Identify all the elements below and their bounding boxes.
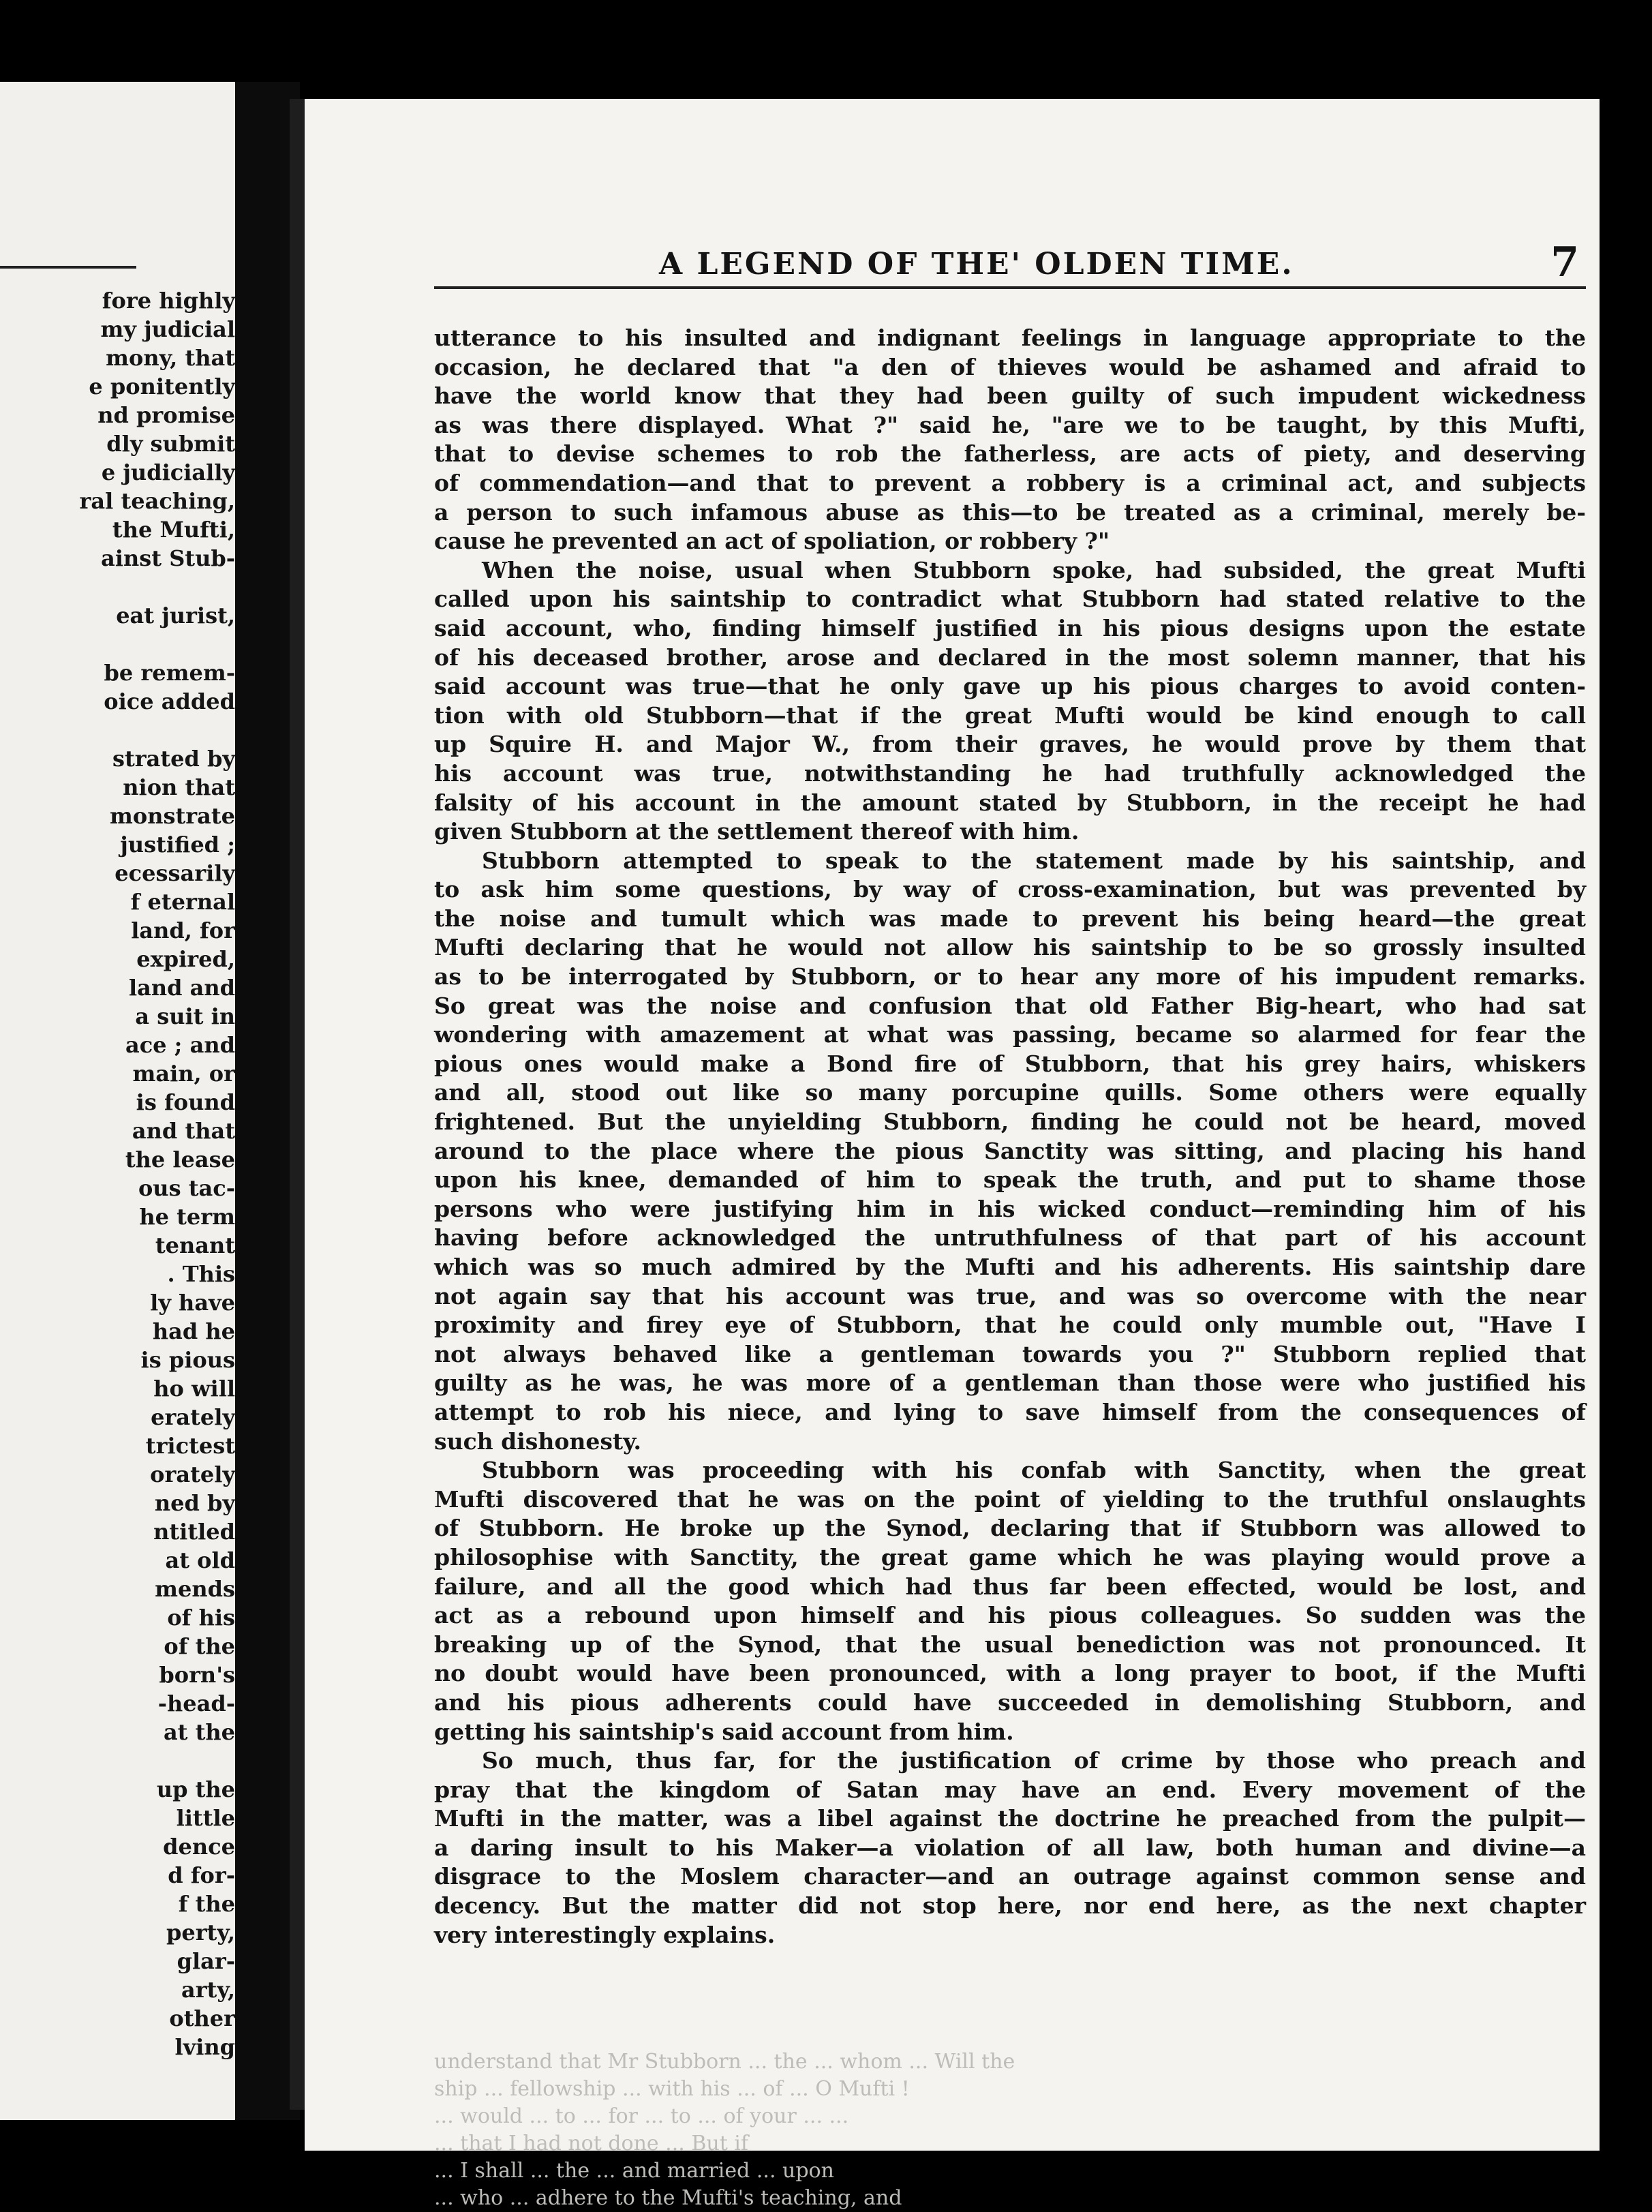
text-line: upon his knee, demanded of him to speak the truth, and put to shame those — [434, 1166, 1586, 1194]
left-page-line: monstrate — [110, 803, 235, 829]
left-page-line: ecessarily — [114, 860, 235, 886]
text-line: the noise and tumult which was made to prevent his being heard—the great — [434, 905, 1586, 932]
left-page-line: a suit in — [135, 1003, 235, 1029]
text-line: said account was true—that he only gave up his pious charges to avoid conten- — [434, 673, 1586, 700]
text-line: utterance to his insulted and indignant feelings in language appropriate to the — [434, 324, 1586, 351]
left-page-line: ace ; and — [125, 1032, 235, 1058]
left-page-line: dly submit — [106, 431, 235, 457]
left-page-line: is pious — [140, 1347, 235, 1373]
text-line: falsity of his account in the amount stated by Stubborn, in the receipt he had — [434, 789, 1586, 816]
left-page-line: e judicially — [101, 459, 235, 485]
left-page-line: -head- — [157, 1691, 235, 1716]
left-page-line: arty, — [181, 1977, 235, 2003]
text-line: no doubt would have been pronounced, with a long prayer to boot, if the Mufti — [434, 1660, 1586, 1687]
left-page-line: at old — [165, 1547, 235, 1573]
page-number: 7 — [1550, 239, 1579, 286]
text-line: pray that the kingdom of Satan may have an end. Every movement of the — [434, 1776, 1586, 1803]
text-line: of commendation—and that to prevent a robbery is a criminal act, and subjects — [434, 469, 1586, 496]
text-line: When the noise, usual when Stubborn spoke, had subsided, the great Mufti — [482, 556, 1586, 584]
book-spine — [290, 99, 305, 2110]
text-line: not again say that his account was true, and was so overcome with the near — [434, 1282, 1586, 1309]
left-page-line: main, or — [132, 1061, 235, 1087]
left-page-line: had he — [152, 1318, 235, 1344]
left-page-line: of his — [167, 1605, 235, 1631]
bleed-line: ... that I had not done ... But if — [434, 2132, 748, 2155]
left-page-rule — [0, 266, 136, 269]
left-page-line: land, for — [131, 918, 235, 943]
left-page-line — [0, 630, 235, 658]
text-line: cause he prevented an act of spoliation, or robbery ?" — [434, 528, 1110, 555]
left-page-line — [0, 573, 235, 601]
text-line: breaking up of the Synod, that the usual benediction was not pronounced. It — [434, 1631, 1586, 1658]
left-page-line: up the — [156, 1776, 235, 1802]
left-page-line: f the — [178, 1891, 235, 1917]
left-page-line: and that — [132, 1118, 235, 1144]
text-line: a person to such infamous abuse as this—to be treated as a criminal, merely be- — [434, 498, 1586, 526]
left-page-line: tenant — [155, 1232, 235, 1258]
text-line: his account was true, notwithstanding he had truthfully acknowledged the — [434, 759, 1586, 787]
left-page-line: . This — [167, 1261, 235, 1287]
left-page-line: e ponitently — [89, 374, 235, 399]
left-page-line: trictest — [145, 1433, 235, 1459]
left-page-line: perty, — [166, 1920, 235, 1945]
left-page-line: fore highly — [102, 288, 235, 314]
left-page-line: expired, — [136, 946, 235, 972]
text-line: guilty as he was, he was more of a gentleman than those were who justified his — [434, 1369, 1586, 1397]
text-line: very interestingly explains. — [434, 1921, 776, 1948]
text-line: Mufti discovered that he was on the point of yielding to the truthful onslaughts — [434, 1485, 1586, 1513]
left-page-line: the Mufti, — [112, 517, 235, 543]
text-line: So great was the noise and confusion that old Father Big-heart, who had sat — [434, 992, 1586, 1019]
left-page-line: f eternal — [130, 889, 235, 915]
text-line: such dishonesty. — [434, 1427, 642, 1455]
bleed-line: ... who ... adhere to the Mufti's teaching, and — [434, 2186, 902, 2210]
left-page-line: mony, that — [106, 345, 235, 371]
text-line: wondering with amazement at what was passing, became so alarmed for fear the — [434, 1021, 1586, 1048]
right-page — [305, 99, 1600, 2210]
left-page-line: he term — [139, 1204, 235, 1230]
text-line: that to devise schemes to rob the fatherless, are acts of piety, and deserving — [434, 440, 1586, 468]
text-line: a daring insult to his Maker—a violation of all law, both human and divine—a — [434, 1834, 1586, 1861]
bleed-line: understand that Mr Stubborn ... the ... whom ... Will the — [434, 2050, 1015, 2074]
text-line: and his pious adherents could have succeeded in demolishing Stubborn, and — [434, 1688, 1586, 1716]
left-page-line: at the — [163, 1719, 235, 1745]
text-line: having before acknowledged the untruthfulness of that part of his account — [434, 1224, 1586, 1252]
bleed-line: ship ... fellowship ... with his ... of ... O Mufti ! — [434, 2077, 910, 2101]
left-page-line: strated by — [112, 746, 235, 772]
text-line: as to be interrogated by Stubborn, or to hear any more of his impudent remarks. — [434, 963, 1586, 990]
text-line: around to the place where the pious Sanctity was sitting, and placing his hand — [434, 1137, 1586, 1164]
left-page-line: born's — [159, 1662, 235, 1688]
text-line: persons who were justifying him in his wicked conduct—reminding him of his — [434, 1195, 1586, 1222]
running-head — [434, 239, 1586, 289]
text-line: disgrace to the Moslem character—and an outrage against common sense and — [434, 1863, 1586, 1890]
text-line: act as a rebound upon himself and his pious colleagues. So sudden was the — [434, 1602, 1586, 1629]
bleed-line: ... I shall ... the ... and married ... upon — [434, 2159, 834, 2183]
left-page-line: lving — [174, 2034, 235, 2060]
left-page-line: oice added — [104, 688, 235, 714]
left-page-line: mends — [155, 1576, 235, 1602]
text-line: Mufti declaring that he would not allow his saintship to be so grossly insulted — [434, 934, 1586, 961]
left-page-line: be remem- — [104, 660, 235, 686]
left-page-line: my judicial — [100, 316, 235, 342]
text-line: Stubborn was proceeding with his confab with Sanctity, when the great — [482, 1457, 1586, 1484]
left-page-line: little — [176, 1805, 235, 1831]
left-page-line: ntitled — [153, 1519, 235, 1545]
text-line: have the world know that they had been guilty of such impudent wickedness — [434, 382, 1586, 410]
bleed-through-text — [434, 2048, 1586, 2212]
left-page-line — [0, 1746, 235, 1775]
left-page-line: ous tac- — [138, 1175, 235, 1201]
text-line: decency. But the matter did not stop here, nor end here, as the next chapter — [434, 1892, 1586, 1920]
left-page-line: erately — [151, 1404, 235, 1430]
left-page-line: ainst Stub- — [101, 545, 235, 571]
left-page — [0, 82, 235, 2120]
left-page-line: is found — [136, 1089, 235, 1115]
text-line: attempt to rob his niece, and lying to save himself from the consequences of — [434, 1398, 1586, 1425]
left-page-line: other — [169, 2005, 235, 2031]
left-page-line: eat jurist, — [116, 603, 235, 628]
text-line: Stubborn attempted to speak to the statement made by his saintship, and — [482, 847, 1586, 874]
left-page-line: the lease — [125, 1147, 235, 1172]
left-page-line: justified ; — [120, 832, 235, 858]
text-line: pious ones would make a Bond fire of Stubborn, that his grey hairs, whiskers — [434, 1050, 1586, 1077]
text-line: called upon his saintship to contradict what Stubborn had stated relative to the — [434, 586, 1586, 613]
text-line: of Stubborn. He broke up the Synod, declaring that if Stubborn was allowed to — [434, 1515, 1586, 1542]
left-page-line: dence — [163, 1834, 235, 1860]
text-line: and all, stood out like so many porcupine quills. Some others were equally — [434, 1079, 1586, 1106]
text-line: up Squire H. and Major W., from their graves, he would prove by them that — [434, 731, 1586, 758]
text-line: given Stubborn at the settlement thereof with him. — [434, 818, 1080, 845]
text-line: of his deceased brother, arose and declared in the most solemn manner, that his — [434, 643, 1586, 671]
text-line: failure, and all the good which had thus far been effected, would be lost, and — [434, 1573, 1586, 1600]
text-line: proximity and firey eye of Stubborn, that he could only mumble out, "Have I — [434, 1312, 1586, 1339]
body-text — [434, 324, 1586, 1950]
running-title: A LEGEND OF THE' OLDEN TIME. — [659, 247, 1294, 282]
left-page-line: nion that — [123, 774, 235, 800]
left-page-line — [0, 716, 235, 744]
text-line: said account, who, finding himself justified in his pious designs upon the estate — [434, 614, 1586, 641]
text-line: to ask him some questions, by way of cross-examination, but was prevented by — [434, 876, 1586, 903]
text-line: which was so much admired by the Mufti and his adherents. His saintship dare — [434, 1254, 1586, 1280]
text-line: getting his saintship's said account from him. — [434, 1718, 1014, 1745]
text-line: tion with old Stubborn—that if the great Mufti would be kind enough to call — [434, 701, 1586, 729]
bleed-line: ... would ... to ... for ... to ... of your ... ... — [434, 2104, 849, 2128]
left-page-line: d for- — [168, 1862, 235, 1888]
left-page-line: ly have — [150, 1290, 235, 1316]
text-line: Mufti in the matter, was a libel against the doctrine he preached from the pulpit— — [434, 1805, 1586, 1832]
left-page-line: land and — [128, 975, 235, 1001]
left-page-line: ral teaching, — [79, 488, 235, 514]
left-page-line: ned by — [154, 1490, 235, 1516]
left-page-text — [0, 286, 235, 2061]
text-line: not always behaved like a gentleman towards you ?" Stubborn replied that — [434, 1340, 1586, 1367]
text-line: occasion, he declared that "a den of thieves would be ashamed and afraid to — [434, 353, 1586, 380]
left-page-line: orately — [150, 1461, 235, 1487]
left-page-line: nd promise — [97, 402, 235, 428]
left-page-line: ho will — [153, 1376, 235, 1402]
left-page-line: of the — [164, 1633, 235, 1659]
text-line: philosophise with Sanctity, the great game which he was playing would prove a — [434, 1543, 1586, 1571]
left-page-line: glar- — [177, 1948, 235, 1974]
text-line: So much, thus far, for the justification of crime by those who preach and — [482, 1747, 1586, 1774]
text-line: frightened. But the unyielding Stubborn, finding he could not be heard, moved — [434, 1108, 1586, 1136]
text-line: as was there displayed. What ?" said he, "are we to be taught, by this Mufti, — [434, 411, 1586, 438]
